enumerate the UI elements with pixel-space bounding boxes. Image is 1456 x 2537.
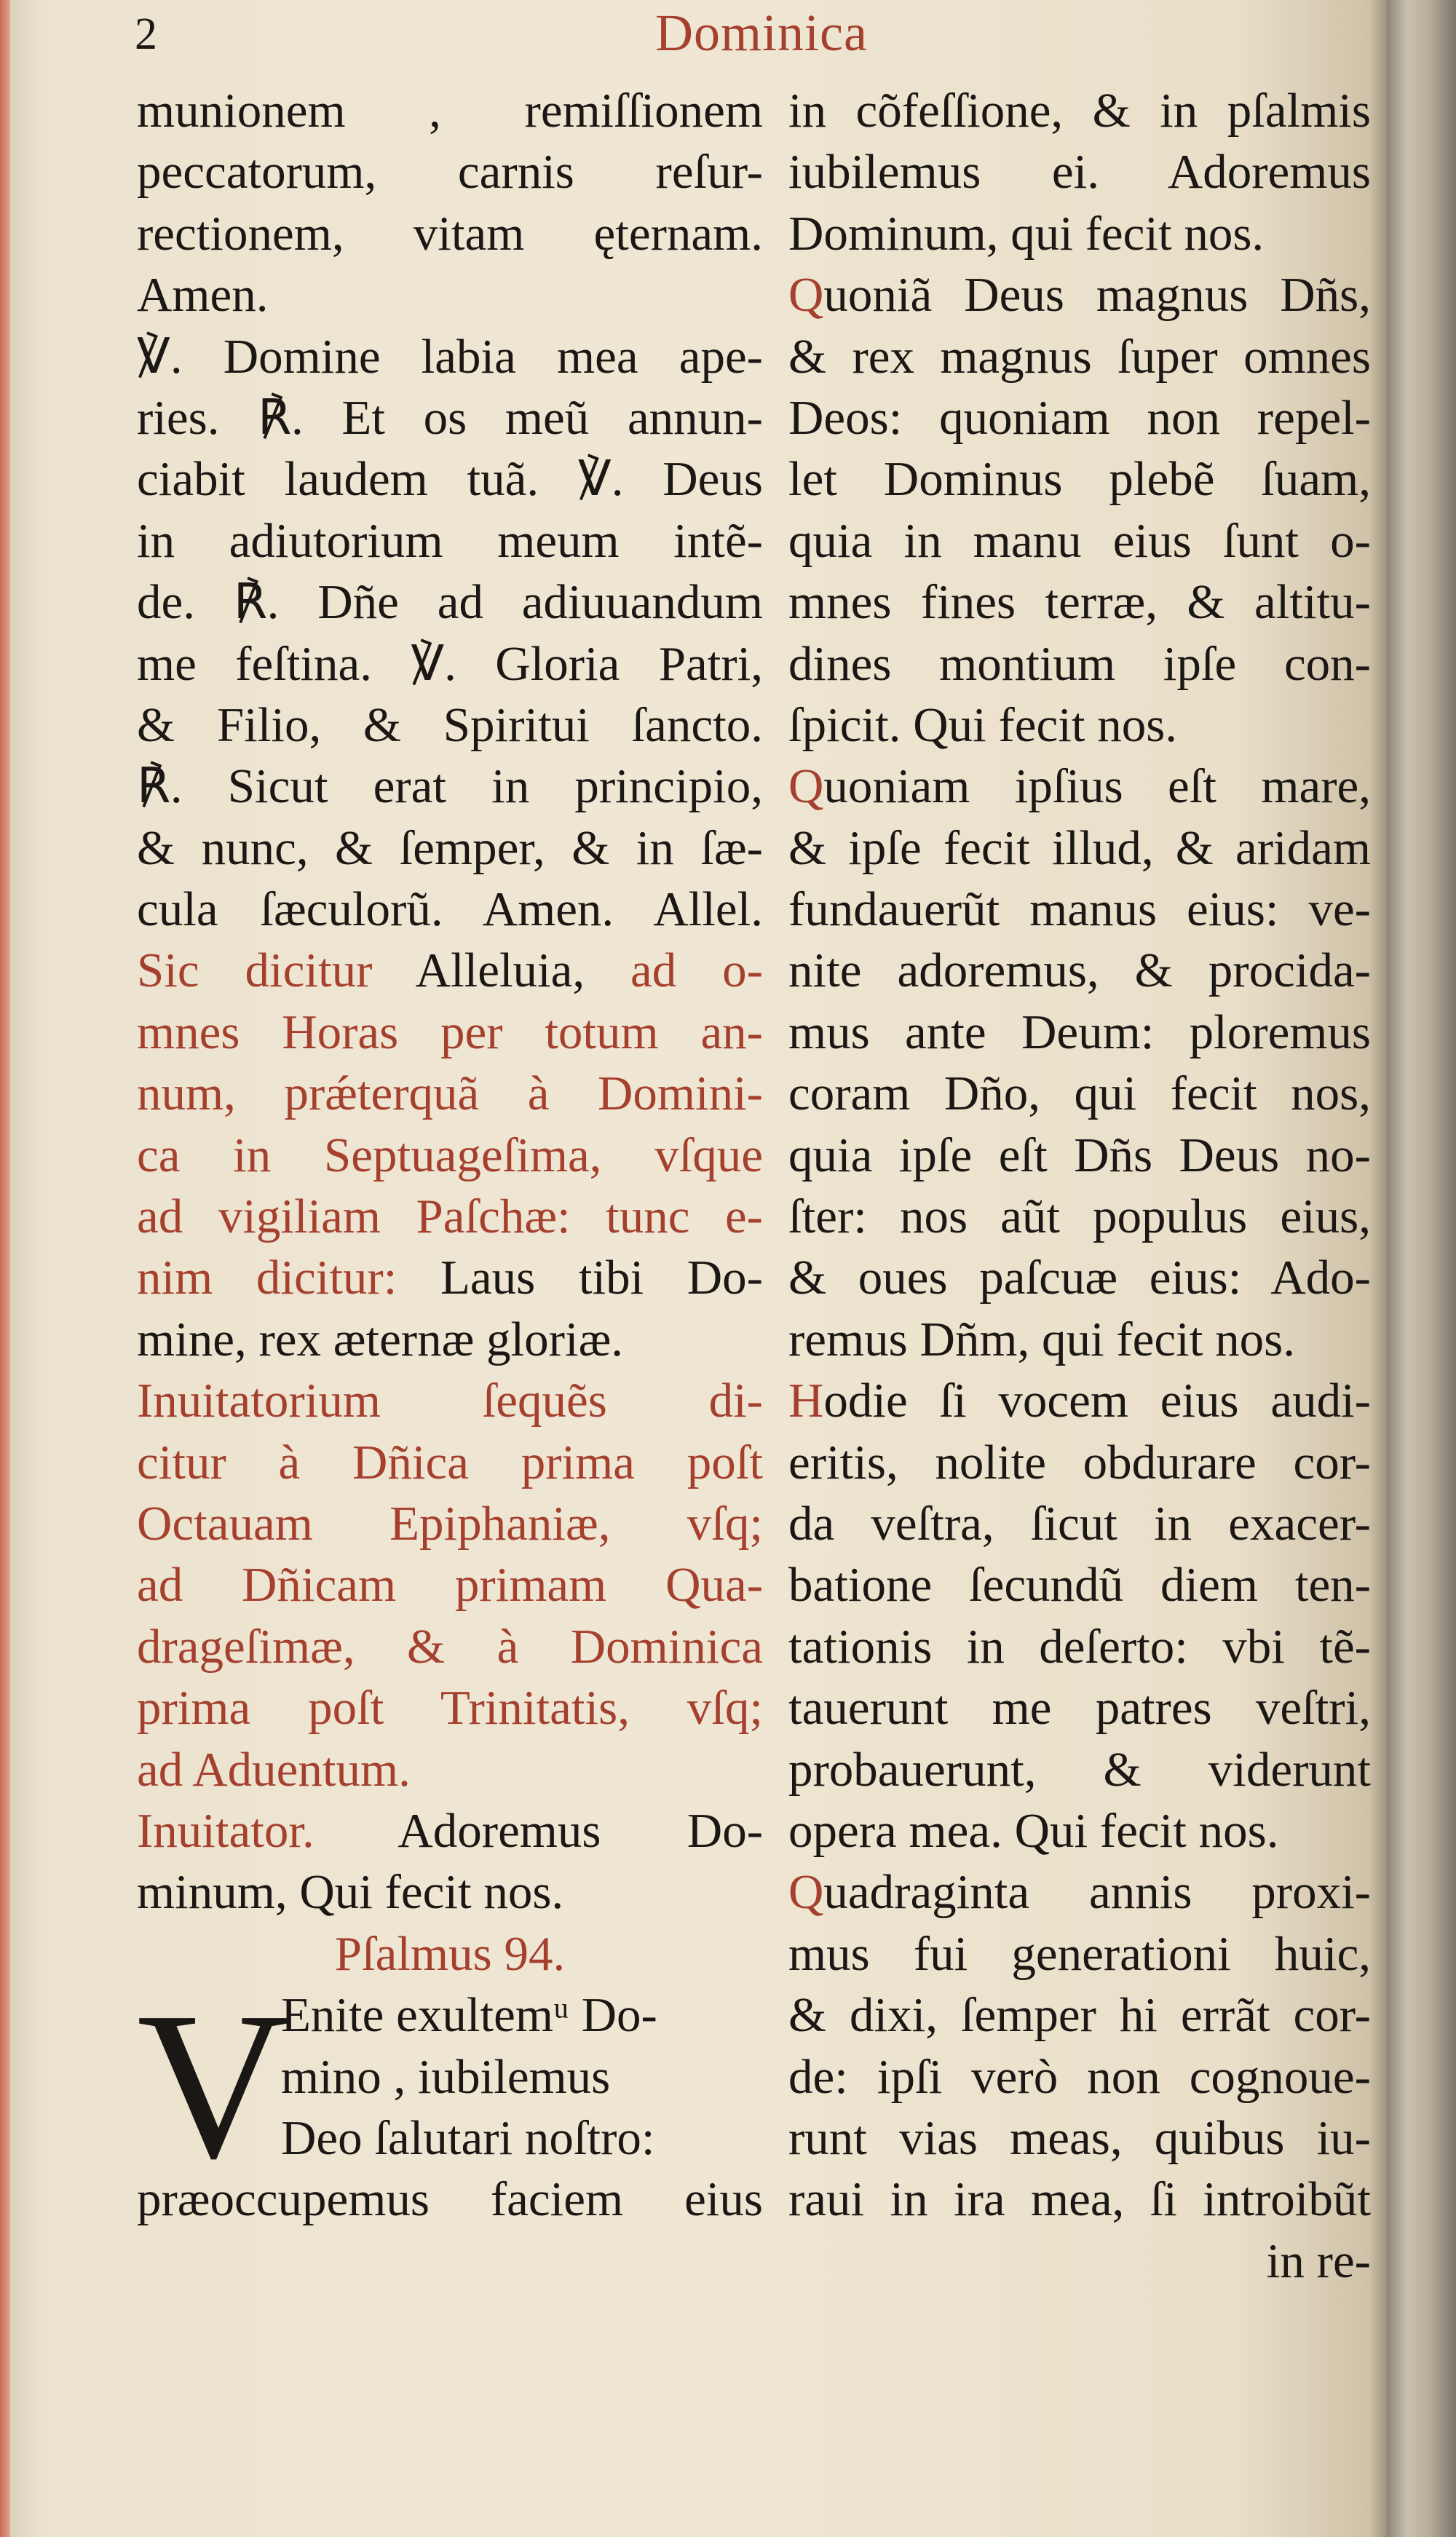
text-span: nim dicitur: [137,1251,440,1305]
text-line: Dominum, qui fecit nos. [788,206,1265,261]
text-line: Amen. [137,268,269,322]
text-line: ad Aduentum. [137,1742,411,1797]
text-line: coram Dño, qui fecit nos, [788,1066,1371,1121]
text-line: Octauam Epiphaniæ, vſq; [137,1496,763,1551]
text-line: Inuitatorium ſequẽs di- [137,1374,763,1428]
text-line: Enite exultemᵘ Do- [281,1988,657,2043]
text-line: & rex magnus ſuper omnes [788,329,1371,384]
left-text-column [137,80,763,2231]
text-line: mus fui generationi huic, [788,1926,1371,1981]
text-line: ſpicit. Qui fecit nos. [788,697,1178,752]
text-line: raui in ira mea, ſi introibũt [788,2172,1371,2227]
text-span: Sic dicitur [137,943,416,998]
text-line: iubilemus ei. Adoremus [788,145,1371,199]
text-line [137,940,763,1001]
text-line: in cõfeſſione, & in pſalmis [788,84,1371,138]
text-line: minum, Qui fecit nos. [137,1865,564,1920]
text-line: tationis in deſerto: vbi tẽ- [788,1619,1371,1674]
text-line: ſter: nos aũt populus eius, [788,1190,1371,1244]
text-line: ℟. Sicut erat in principio, [137,759,763,814]
text-line: opera mea. Qui fecit nos. [788,1803,1279,1858]
text-line: Quadraginta annis proxi- [788,1865,1371,1920]
text-line: dines montium ipſe con- [788,636,1371,691]
text-line: probauerunt, & viderunt [788,1742,1371,1797]
text-line [137,1247,763,1308]
text-line: quia ipſe eſt Dñs Deus no- [788,1128,1371,1182]
text-line: & dixi, ſemper hi errãt cor- [788,1988,1371,2043]
text-line: da veſtra, ſicut in exacer- [788,1496,1371,1551]
text-line: mnes Horas per totum an- [137,1005,763,1059]
text-line: nite adoremus, & procida- [788,943,1371,998]
drop-cap-initial: V [137,1968,290,2202]
text-line: quia in manu eius ſunt o- [788,513,1371,568]
text-line: Quoniã Deus magnus Dñs, [788,268,1371,322]
text-line: Hodie ſi vocem eius audi- [788,1374,1371,1428]
text-line: mnes fines terræ, & altitu- [788,575,1371,630]
text-span: ad o- [585,943,763,998]
text-line: batione ſecundũ diem ten- [788,1558,1371,1612]
text-line: ciabit laudem tuã. ℣. Deus [137,452,763,507]
text-line: & nunc, & ſemper, & in ſæ- [137,820,763,875]
text-line: præoccupemus faciem eius [137,2172,763,2227]
text-line: num, prǽterquã à Domini- [137,1066,763,1121]
text-span: Alleluia, [415,943,585,998]
text-line: mino , iubilemus [281,2049,611,2104]
text-span: Inuitator. [137,1803,398,1858]
text-line: Quoniam ipſius eſt mare, [788,759,1371,814]
text-line: me feſtina. ℣. Gloria Patri, [137,636,763,691]
text-line: rectionem, vitam ęternam. [137,206,763,261]
text-line [137,1800,763,1861]
text-line: remus Dñm, qui fecit nos. [788,1312,1295,1366]
text-line: de. ℟. Dñe ad adiuuandum [137,575,763,630]
text-line: ad vigiliam Paſchæ: tunc e- [137,1190,763,1244]
text-line: let Dominus plebẽ ſuam, [788,452,1371,507]
text-line: ad Dñicam primam Qua- [137,1558,763,1612]
text-line: citur à Dñica prima poſt [137,1435,763,1489]
text-line: de: ipſi verò non cognoue- [788,2049,1371,2104]
book-gutter-edge [1387,0,1456,2537]
text-line: ℣. Domine labia mea ape- [137,329,763,384]
text-line: peccatorum, carnis reſur- [137,145,763,199]
text-line: tauerunt me patres veſtri, [788,1681,1371,1735]
text-line: mus ante Deum: ploremus [788,1005,1371,1059]
text-line: in re- [1266,2233,1371,2288]
running-head: Dominica [655,4,868,62]
page-left-edge [0,0,10,2537]
text-line: ca in Septuageſima, vſque [137,1128,763,1182]
text-line: & oues paſcuæ eius: Ado- [788,1251,1371,1305]
text-line: eritis, nolite obdurare cor- [788,1435,1371,1489]
page-number: 2 [135,9,157,59]
text-line: runt vias meas, quibus iu- [788,2110,1371,2165]
text-line: in adiutorium meum intẽ- [137,513,763,568]
text-line: Deo ſalutari noſtro: [281,2110,655,2165]
text-line: ries. ℟. Et os meũ annun- [137,390,763,445]
text-line: prima poſt Trinitatis, vſq; [137,1681,763,1735]
text-line: Deos: quoniam non repel- [788,390,1371,445]
text-line: Pſalmus 94. [334,1926,566,1981]
text-span: Laus tibi Do- [440,1251,763,1305]
text-span: Adoremus Do- [397,1803,763,1858]
right-text-column [788,80,1371,2292]
text-line: mine, rex æternæ gloriæ. [137,1312,624,1366]
text-line: & Filio, & Spiritui ſancto. [137,697,763,752]
text-line: & ipſe fecit illud, & aridam [788,820,1371,875]
text-line: drageſimæ, & à Dominica [137,1619,763,1674]
text-line: munionem , remiſſionem [137,84,763,138]
text-line: cula ſæculorũ. Amen. Allel. [137,882,763,937]
text-line: fundauerũt manus eius: ve- [788,882,1371,937]
